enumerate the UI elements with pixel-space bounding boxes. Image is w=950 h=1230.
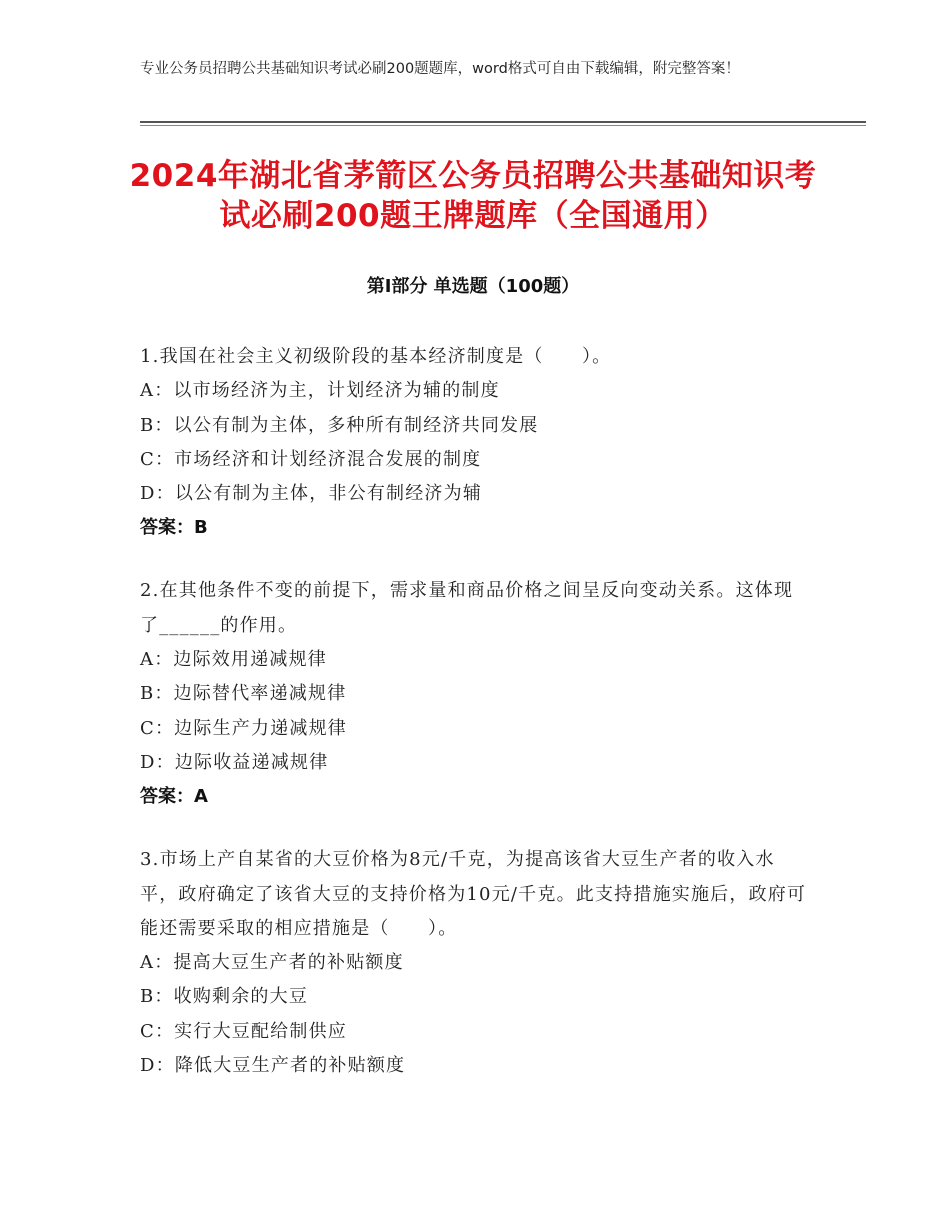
- option-d: D：边际收益递减规律: [140, 751, 329, 773]
- option-b: B：以公有制为主体，多种所有制经济共同发展: [140, 414, 539, 436]
- option-d: D：降低大豆生产者的补贴额度: [140, 1055, 406, 1077]
- header-rule-thin: [140, 125, 866, 126]
- document-title: 2024年湖北省茅箭区公务员招聘公共基础知识考试必刷200题王牌题库（全国通用）: [129, 158, 817, 234]
- question-2: [140, 574, 810, 814]
- question-list: [140, 340, 810, 1112]
- answer-label: 答案：B: [140, 517, 208, 539]
- option-a: A：边际效用递减规律: [140, 649, 327, 671]
- option-b: B：边际替代率递减规律: [140, 683, 347, 705]
- question-1: [140, 340, 810, 545]
- option-b: B：收购剩余的大豆: [140, 986, 309, 1008]
- question-3: [140, 843, 810, 1083]
- question-stem: 1.我国在社会主义初级阶段的基本经济制度是（ ）。: [140, 346, 612, 367]
- option-a: A：提高大豆生产者的补贴额度: [140, 952, 404, 974]
- option-d: D：以公有制为主体，非公有制经济为辅: [140, 483, 483, 505]
- header-rule-thick: [140, 121, 866, 123]
- answer-label: 答案：A: [140, 786, 208, 808]
- option-a: A：以市场经济为主，计划经济为辅的制度: [140, 380, 500, 402]
- option-c: C：市场经济和计划经济混合发展的制度: [140, 448, 482, 470]
- header-note: 专业公务员招聘公共基础知识考试必刷200题题库，word格式可自由下载编辑，附完整答案！: [140, 61, 740, 77]
- section-title: 第Ⅰ部分 单选题（100题）: [366, 276, 580, 297]
- option-c: C：实行大豆配给制供应: [140, 1020, 347, 1042]
- question-stem: 3.市场上产自某省的大豆价格为8元/千克，为提高该省大豆生产者的收入水平，政府确定了该省大豆的支持价格为10元/千克。此支持措施实施后，政府可能还需要采取的相应措施是（ ）。: [140, 849, 807, 939]
- option-c: C：边际生产力递减规律: [140, 717, 347, 739]
- question-stem: 2.在其他条件不变的前提下，需求量和商品价格之间呈反向变动关系。这体现了______的作用。: [140, 580, 794, 636]
